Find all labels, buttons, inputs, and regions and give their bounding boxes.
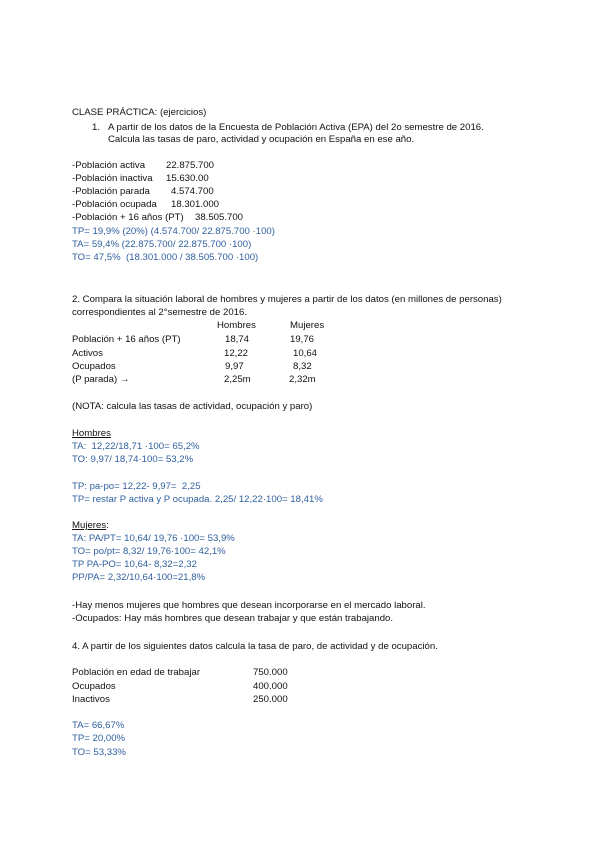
ex2-row-hombres: 2,25m: [224, 374, 251, 385]
ex4-result-to: TO= 53,33%: [72, 747, 126, 758]
ex2-row-mujeres: 2,32m: [289, 374, 316, 385]
ex2-hombres-tp: TP= restar P activa y P ocupada. 2,25/ 12,22·100= 18,41%: [72, 494, 323, 505]
ex2-conclusion: -Hay menos mujeres que hombres que desean incorporarse en el mercado laboral.: [72, 600, 426, 611]
ex1-data-value: 15.630.00: [166, 173, 209, 184]
ex2-mujeres-ta: TA: PA/PT= 10,64/ 19,76 ·100= 53,9%: [72, 533, 235, 544]
ex1-result-to: TO= 47,5% (18.301.000 / 38.505.700 ·100): [72, 252, 259, 263]
ex2-row-label: (P parada) →: [72, 374, 130, 385]
ex1-statement-line1: A partir de los datos de la Encuesta de Población Activa (EPA) del 2o semestre de 2016.: [108, 122, 484, 133]
ex1-data-label: -Población + 16 años (PT): [72, 212, 184, 223]
ex2-mujeres-colon: :: [106, 520, 109, 531]
ex2-mujeres-title: Mujeres: [72, 520, 107, 531]
ex2-hombres-ta: TA: 12,22/18,71 ·100= 65,2%: [72, 441, 200, 452]
ex4-row-label: Ocupados: [72, 681, 116, 692]
ex1-number: 1.: [92, 122, 101, 133]
ex4-result-tp: TP= 20,00%: [72, 733, 126, 744]
ex2-mujeres-heading: [72, 520, 109, 532]
ex2-col-hombres: Hombres: [217, 320, 256, 331]
ex2-row-label: Activos: [72, 348, 103, 359]
ex2-hombres-tp-calc: TP: pa-po= 12,22- 9,97= 2,25: [72, 481, 201, 492]
ex2-hombres-title: Hombres: [72, 428, 111, 439]
ex2-row-label: Población + 16 años (PT): [72, 334, 181, 345]
ex4-result-ta: TA= 66,67%: [72, 720, 125, 731]
ex2-row-label: Ocupados: [72, 361, 116, 372]
ex2-statement-line2: correspondientes al 2°semestre de 2016.: [72, 307, 248, 318]
ex2-row-mujeres: 8,32: [293, 361, 312, 372]
ex1-data-value: 4.574.700: [171, 186, 214, 197]
ex2-row-hombres: 9,97: [225, 361, 244, 372]
ex4-row-value: 400.000: [253, 681, 288, 692]
ex2-mujeres-to: TO= po/pt= 8,32/ 19,76·100= 42,1%: [72, 546, 226, 557]
ex2-row-hombres: 18,74: [225, 334, 250, 345]
ex2-conclusion: -Ocupados: Hay más hombres que desean trabajar y que están trabajando.: [72, 613, 394, 624]
ex2-mujeres-tp: TP PA-PO= 10,64- 8,32=2,32: [72, 559, 197, 570]
ex1-statement-line2: Calcula las tasas de paro, actividad y ocupación en España en ese año.: [108, 134, 415, 145]
ex2-hombres-to: TO: 9,97/ 18,74·100= 53,2%: [72, 454, 194, 465]
ex2-note: (NOTA: calcula las tasas de actividad, ocupación y paro): [72, 401, 313, 412]
ex2-mujeres-pp: PP/PA= 2,32/10,64·100=21,8%: [72, 572, 206, 583]
header-title: CLASE PRÁCTICA: (ejercicios): [72, 107, 207, 118]
ex4-row-value: 250.000: [253, 694, 288, 705]
ex2-col-mujeres: Mujeres: [290, 320, 325, 331]
ex4-row-label: Población en edad de trabajar: [72, 667, 201, 678]
ex1-data-label: -Población parada: [72, 186, 150, 197]
ex4-row-label: Inactivos: [72, 694, 110, 705]
ex1-data-label: -Población ocupada: [72, 199, 157, 210]
ex4-row-value: 750.000: [253, 667, 288, 678]
ex2-row-mujeres: 19,76: [290, 334, 315, 345]
ex2-row-hombres: 12,22: [224, 348, 249, 359]
ex1-data-value: 38.505.700: [195, 212, 244, 223]
ex1-result-ta: TA= 59,4% (22.875.700/ 22.875.700 ·100): [72, 239, 252, 250]
ex2-row-mujeres: 10,64: [293, 348, 318, 359]
ex2-statement-line1: 2. Compara la situación laboral de hombres y mujeres a partir de los datos (en millones de personas): [72, 294, 502, 305]
ex1-data-label: -Población inactiva: [72, 173, 153, 184]
ex1-data-value: 18.301.000: [171, 199, 220, 210]
ex1-data-label: -Población activa: [72, 160, 146, 171]
ex1-data-value: 22.875.700: [166, 160, 215, 171]
ex4-statement: 4. A partir de los siguientes datos calcula la tasa de paro, de actividad y de ocupación.: [72, 641, 438, 652]
ex1-result-tp: TP= 19,9% (20%) (4.574.700/ 22.875.700 ·100): [72, 226, 275, 237]
